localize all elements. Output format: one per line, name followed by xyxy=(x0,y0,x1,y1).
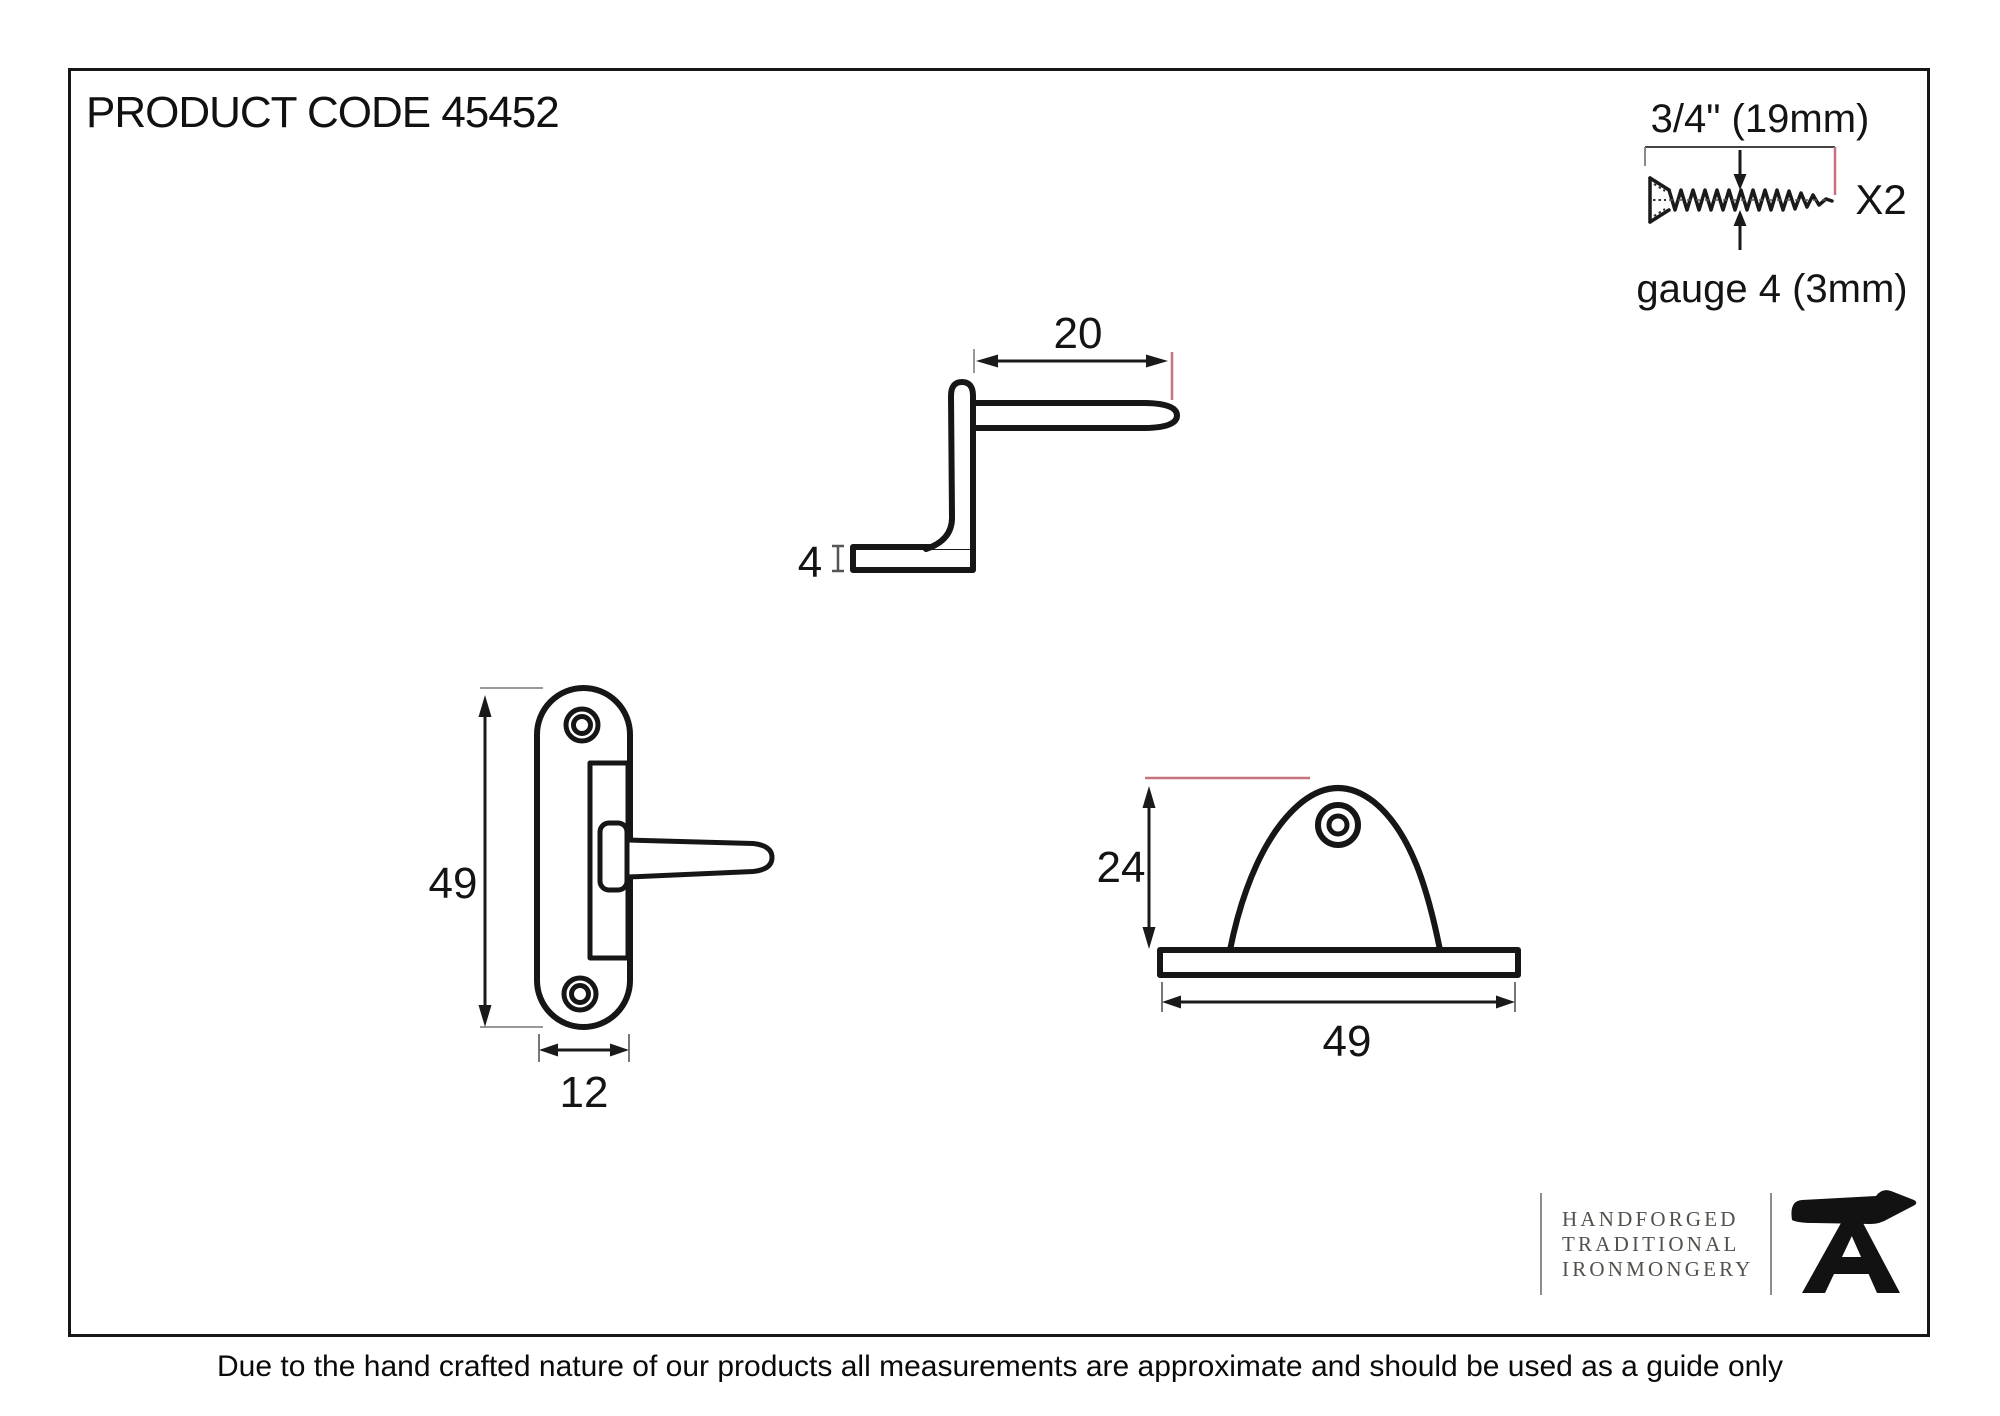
logo-divider-left xyxy=(1540,1193,1542,1295)
plate-height-dimension xyxy=(479,688,544,1027)
pivot-hole xyxy=(1318,805,1358,845)
pin-front xyxy=(628,840,772,877)
front-view-drawing xyxy=(420,670,800,1120)
logo-divider-right xyxy=(1770,1193,1772,1295)
base-thickness-dimension-label: 4 xyxy=(797,538,823,587)
base-plate-end xyxy=(1160,950,1518,975)
screw-quantity-label: X2 xyxy=(1855,176,1907,223)
end-view-drawing xyxy=(1090,760,1540,1070)
plate-width-dimension xyxy=(539,1034,629,1062)
screw-hole-bottom xyxy=(564,978,596,1010)
screw-diagram xyxy=(1590,80,1930,320)
pin-block xyxy=(600,823,627,890)
logo-line-2: TRADITIONAL xyxy=(1562,1231,1740,1256)
post-side xyxy=(926,382,973,549)
brand-logo xyxy=(1540,1180,1918,1308)
plate-height-dimension-label: 49 xyxy=(428,859,478,908)
logo-line-3: IRONMONGERY xyxy=(1562,1256,1754,1281)
base-plate-side xyxy=(853,547,973,570)
base-width-dimension-label: 49 xyxy=(1322,1017,1372,1066)
plate-width-dimension-label: 12 xyxy=(559,1068,609,1117)
side-view-drawing xyxy=(780,290,1200,590)
screw-gauge-label: gauge 4 (3mm) xyxy=(1636,267,1908,311)
pin-length-dimension-label: 20 xyxy=(1053,309,1103,358)
pin-side xyxy=(973,403,1177,428)
page-title: PRODUCT CODE 45452 xyxy=(86,88,559,137)
anvil-icon xyxy=(1786,1187,1918,1301)
measurement-disclaimer: Due to the hand crafted nature of our products all measurements are approximate and should be used as a guide only xyxy=(217,1350,1783,1383)
screw-length-label: 3/4" (19mm) xyxy=(1650,97,1870,141)
screw-hole-top xyxy=(566,709,598,741)
logo-wordmark xyxy=(1562,1207,1754,1282)
logo-line-1: HANDFORGED xyxy=(1562,1206,1739,1231)
base-width-dimension xyxy=(1162,982,1515,1012)
base-thickness-dimension xyxy=(832,546,844,571)
upright-height-dimension-label: 24 xyxy=(1096,843,1146,892)
